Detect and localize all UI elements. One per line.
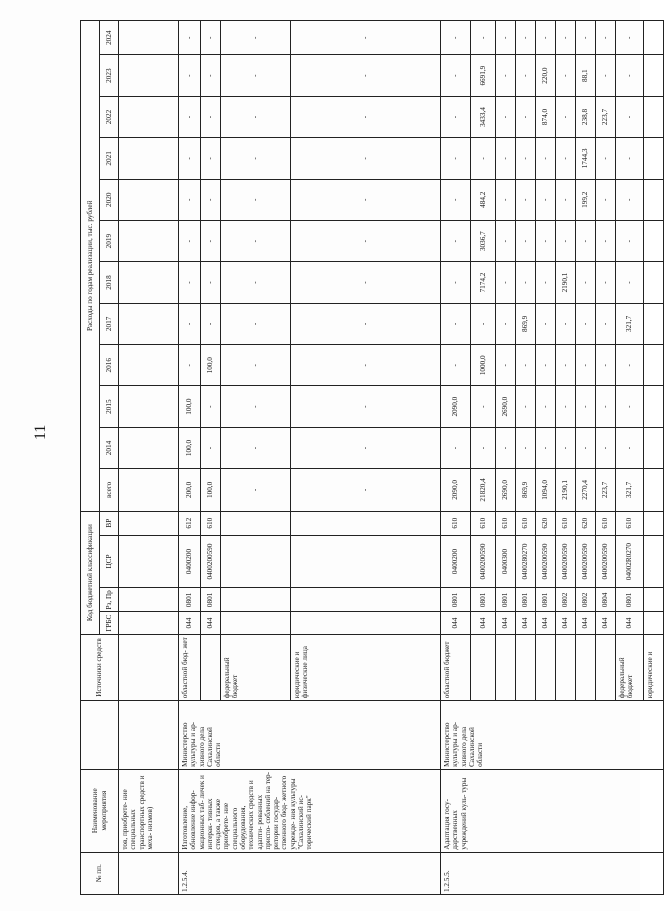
year-value-cell: -: [596, 303, 616, 344]
year-value-cell: -: [441, 55, 471, 96]
total-cell: 1094,0: [536, 469, 556, 511]
header-2018: 2018: [100, 262, 119, 303]
rz-cell: 0804: [596, 588, 616, 612]
year-value-cell: -: [616, 55, 644, 96]
year-value-cell: -: [536, 262, 556, 303]
year-value-cell: -: [576, 303, 596, 344]
grbs-cell: 044: [556, 612, 576, 634]
csr-cell: 0400200590: [576, 535, 596, 587]
year-value-cell: -: [596, 345, 616, 386]
year-value-cell: -: [596, 55, 616, 96]
grbs-cell: [221, 612, 291, 634]
year-value-cell: [644, 21, 664, 55]
year-value-cell: 223,7: [596, 96, 616, 137]
rz-cell: 0801: [471, 588, 496, 612]
rz-cell: [644, 588, 664, 612]
year-value-cell: -: [496, 138, 516, 179]
year-value-cell: -: [441, 96, 471, 137]
vr-cell: 620: [536, 511, 556, 535]
year-value-cell: -: [516, 262, 536, 303]
rotated-table-wrapper: [80, 20, 654, 895]
header-total: всего: [100, 469, 119, 511]
source-cell: [556, 634, 576, 701]
item-name: Адаптация госу- дарственных учреждений куль- туры: [441, 769, 664, 852]
header-executor: [81, 701, 119, 770]
csr-cell: 0400280270: [516, 535, 536, 587]
year-value-cell: -: [201, 303, 221, 344]
year-value-cell: -: [616, 345, 644, 386]
year-value-cell: -: [441, 262, 471, 303]
year-value-cell: -: [576, 262, 596, 303]
year-value-cell: -: [471, 427, 496, 468]
year-value-cell: -: [471, 138, 496, 179]
header-vr: ВР: [100, 511, 119, 535]
year-value-cell: -: [179, 179, 201, 220]
total-cell: 200,0: [179, 469, 201, 511]
year-value-cell: 1000,0: [471, 345, 496, 386]
year-value-cell: -: [471, 303, 496, 344]
rz-cell: 0801: [536, 588, 556, 612]
year-value-cell: 2090,0: [441, 386, 471, 427]
year-value-cell: -: [221, 179, 291, 220]
year-value-cell: -: [221, 427, 291, 468]
year-value-cell: -: [179, 21, 201, 55]
year-value-cell: -: [616, 179, 644, 220]
year-value-cell: -: [596, 262, 616, 303]
year-value-cell: -: [616, 96, 644, 137]
year-value-cell: [644, 427, 664, 468]
vr-cell: [291, 511, 441, 535]
year-value-cell: -: [556, 220, 576, 261]
year-value-cell: -: [616, 138, 644, 179]
total-cell: 2190,1: [556, 469, 576, 511]
year-value-cell: 874,0: [536, 96, 556, 137]
vr-cell: 610: [441, 511, 471, 535]
vr-cell: 610: [596, 511, 616, 535]
header-no: № пп.: [81, 852, 119, 894]
header-name: Наименование мероприятия: [81, 769, 119, 852]
total-cell: 223,7: [596, 469, 616, 511]
year-value-cell: 220,0: [536, 55, 556, 96]
year-value-cell: -: [441, 220, 471, 261]
year-value-cell: -: [291, 220, 441, 261]
year-value-cell: [644, 55, 664, 96]
total-cell: 321,7: [616, 469, 644, 511]
year-value-cell: [644, 96, 664, 137]
header-2022: 2022: [100, 96, 119, 137]
header-source: Источники средств: [81, 634, 119, 701]
year-value-cell: -: [516, 138, 536, 179]
year-value-cell: -: [516, 21, 536, 55]
year-value-cell: 6691,9: [471, 55, 496, 96]
rz-cell: 0801: [516, 588, 536, 612]
year-value-cell: -: [556, 345, 576, 386]
year-value-cell: 100,0: [179, 386, 201, 427]
year-value-cell: -: [496, 179, 516, 220]
year-value-cell: -: [596, 179, 616, 220]
year-value-cell: [644, 345, 664, 386]
year-value-cell: -: [471, 21, 496, 55]
header-2020: 2020: [100, 179, 119, 220]
year-value-cell: -: [201, 96, 221, 137]
header-grbs: ГРБС: [100, 612, 119, 634]
year-value-cell: -: [291, 345, 441, 386]
header-2015: 2015: [100, 386, 119, 427]
csr-cell: [221, 535, 291, 587]
year-value-cell: -: [556, 386, 576, 427]
header-2023: 2023: [100, 55, 119, 96]
source-cell: [536, 634, 556, 701]
year-value-cell: -: [201, 138, 221, 179]
year-value-cell: -: [616, 262, 644, 303]
header-2024: 2024: [100, 21, 119, 55]
grbs-cell: 044: [441, 612, 471, 634]
year-value-cell: -: [496, 427, 516, 468]
rz-cell: 0801: [496, 588, 516, 612]
csr-cell: 0400200590: [556, 535, 576, 587]
year-value-cell: -: [201, 262, 221, 303]
year-value-cell: -: [291, 55, 441, 96]
year-value-cell: -: [441, 303, 471, 344]
header-2021: 2021: [100, 138, 119, 179]
header-2019: 2019: [100, 220, 119, 261]
item-number: 1.2.5.5.: [441, 852, 664, 894]
year-value-cell: -: [179, 55, 201, 96]
year-value-cell: -: [576, 220, 596, 261]
year-value-cell: -: [496, 262, 516, 303]
header-expenses-group: Расходы по годам реализации, тыс. рублей: [81, 21, 100, 512]
year-value-cell: -: [496, 345, 516, 386]
year-value-cell: [644, 179, 664, 220]
year-value-cell: -: [201, 220, 221, 261]
year-value-cell: 100,0: [201, 345, 221, 386]
year-value-cell: [644, 303, 664, 344]
year-value-cell: -: [291, 138, 441, 179]
year-value-cell: -: [291, 386, 441, 427]
total-cell: 2690,0: [496, 469, 516, 511]
total-cell: 21820,4: [471, 469, 496, 511]
header-2014: 2014: [100, 427, 119, 468]
source-cell: [576, 634, 596, 701]
year-value-cell: -: [536, 220, 556, 261]
csr-cell: 04002R0270: [616, 535, 644, 587]
table-row: [441, 21, 471, 895]
total-cell: 2270,4: [576, 469, 596, 511]
carry-over-name: тов, приобрете- ние специальных транспортных средств и меха- низмов): [119, 769, 179, 852]
year-value-cell: -: [291, 262, 441, 303]
year-value-cell: -: [221, 55, 291, 96]
year-value-cell: -: [441, 427, 471, 468]
grbs-cell: [291, 612, 441, 634]
year-value-cell: -: [201, 386, 221, 427]
grbs-cell: 044: [516, 612, 536, 634]
header-csr: ЦСР: [100, 535, 119, 587]
year-value-cell: -: [616, 220, 644, 261]
year-value-cell: 199,2: [576, 179, 596, 220]
csr-cell: [291, 535, 441, 587]
year-value-cell: 238,8: [576, 96, 596, 137]
year-value-cell: -: [556, 55, 576, 96]
year-value-cell: -: [179, 345, 201, 386]
source-cell: федеральный бюджет: [616, 634, 644, 701]
item-name: Изготовление, обновление инфор- мационных таб- личек и интерак- тивных стендов, а также приобрете- ние специального оборудования, технических средств и адапти- рованных приспо- соблений на тер- ритории государ- ственного бюд- жетного учрежде- ния культуры "Сахалинский ис- торический парк": [179, 769, 441, 852]
vr-cell: 620: [576, 511, 596, 535]
year-value-cell: -: [516, 386, 536, 427]
year-value-cell: -: [441, 179, 471, 220]
year-value-cell: [644, 262, 664, 303]
vr-cell: [221, 511, 291, 535]
rz-cell: 0802: [576, 588, 596, 612]
source-cell: [201, 634, 221, 701]
csr-cell: 0400200: [441, 535, 471, 587]
year-value-cell: -: [441, 345, 471, 386]
year-value-cell: -: [596, 220, 616, 261]
year-value-cell: -: [536, 138, 556, 179]
year-value-cell: -: [516, 96, 536, 137]
year-value-cell: -: [616, 21, 644, 55]
year-value-cell: -: [536, 386, 556, 427]
year-value-cell: -: [179, 96, 201, 137]
year-value-cell: -: [576, 21, 596, 55]
year-value-cell: [644, 138, 664, 179]
year-value-cell: [644, 220, 664, 261]
year-value-cell: -: [221, 96, 291, 137]
year-value-cell: -: [576, 386, 596, 427]
year-value-cell: -: [471, 386, 496, 427]
table-row: [179, 21, 201, 895]
year-value-cell: -: [516, 179, 536, 220]
year-value-cell: 100,0: [179, 427, 201, 468]
header-2016: 2016: [100, 345, 119, 386]
csr-cell: 0400300: [496, 535, 516, 587]
csr-cell: 0400200: [179, 535, 201, 587]
year-value-cell: -: [291, 21, 441, 55]
vr-cell: 610: [471, 511, 496, 535]
csr-cell: 0400200590: [536, 535, 556, 587]
year-value-cell: 2690,0: [496, 386, 516, 427]
vr-cell: 612: [179, 511, 201, 535]
year-value-cell: -: [516, 220, 536, 261]
rz-cell: [291, 588, 441, 612]
vr-cell: 610: [496, 511, 516, 535]
source-cell: [596, 634, 616, 701]
year-value-cell: -: [201, 55, 221, 96]
year-value-cell: -: [616, 386, 644, 427]
year-value-cell: -: [556, 21, 576, 55]
year-value-cell: -: [516, 55, 536, 96]
year-value-cell: -: [496, 21, 516, 55]
year-value-cell: -: [536, 303, 556, 344]
grbs-cell: [644, 612, 664, 634]
year-value-cell: -: [291, 303, 441, 344]
year-value-cell: -: [179, 262, 201, 303]
year-value-cell: -: [221, 262, 291, 303]
grbs-cell: 044: [201, 612, 221, 634]
year-value-cell: -: [556, 138, 576, 179]
total-cell: 869,9: [516, 469, 536, 511]
item-executor: Министерство культуры и ар- хивного дела Сахалинской области: [179, 701, 441, 770]
table-body: [119, 21, 664, 895]
year-value-cell: 7174,2: [471, 262, 496, 303]
rz-cell: 0802: [556, 588, 576, 612]
csr-cell: 0400200590: [596, 535, 616, 587]
year-value-cell: 3036,7: [471, 220, 496, 261]
year-value-cell: -: [596, 386, 616, 427]
year-value-cell: -: [496, 303, 516, 344]
year-value-cell: -: [596, 21, 616, 55]
year-value-cell: -: [179, 303, 201, 344]
year-value-cell: -: [556, 96, 576, 137]
header-2017: 2017: [100, 303, 119, 344]
year-value-cell: -: [221, 220, 291, 261]
year-value-cell: -: [201, 179, 221, 220]
source-cell: областной бюджет: [441, 634, 471, 701]
vr-cell: 610: [516, 511, 536, 535]
vr-cell: 610: [556, 511, 576, 535]
total-cell: -: [221, 469, 291, 511]
year-value-cell: -: [291, 179, 441, 220]
year-value-cell: -: [576, 427, 596, 468]
year-value-cell: -: [441, 138, 471, 179]
rz-cell: 0801: [441, 588, 471, 612]
year-value-cell: 869,9: [516, 303, 536, 344]
year-value-cell: -: [536, 427, 556, 468]
total-cell: 2090,0: [441, 469, 471, 511]
year-value-cell: 3433,4: [471, 96, 496, 137]
source-cell: юридические и: [644, 634, 664, 701]
grbs-cell: 044: [576, 612, 596, 634]
year-value-cell: -: [576, 345, 596, 386]
source-cell: [516, 634, 536, 701]
year-value-cell: -: [516, 345, 536, 386]
year-value-cell: -: [556, 179, 576, 220]
year-value-cell: -: [221, 386, 291, 427]
year-value-cell: -: [441, 21, 471, 55]
header-rz: Рз, Пр: [100, 588, 119, 612]
year-value-cell: 88,1: [576, 55, 596, 96]
year-value-cell: -: [496, 220, 516, 261]
year-value-cell: -: [496, 55, 516, 96]
year-value-cell: -: [201, 21, 221, 55]
vr-cell: 610: [201, 511, 221, 535]
year-value-cell: -: [596, 427, 616, 468]
source-cell: [471, 634, 496, 701]
vr-cell: 610: [616, 511, 644, 535]
year-value-cell: -: [221, 21, 291, 55]
item-executor: Министерство культуры и ар- хивного дела Сахалинской области: [441, 701, 664, 770]
rz-cell: [221, 588, 291, 612]
page-number: 11: [32, 424, 49, 440]
rz-cell: 0801: [179, 588, 201, 612]
source-cell: федеральный бюджет: [221, 634, 291, 701]
year-value-cell: 321,7: [616, 303, 644, 344]
year-value-cell: -: [221, 303, 291, 344]
grbs-cell: 044: [616, 612, 644, 634]
csr-cell: 0400200590: [201, 535, 221, 587]
grbs-cell: 044: [179, 612, 201, 634]
budget-table: [80, 20, 664, 895]
total-cell: 100,0: [201, 469, 221, 511]
csr-cell: [644, 535, 664, 587]
total-cell: [644, 469, 664, 511]
year-value-cell: 484,2: [471, 179, 496, 220]
year-value-cell: 2190,1: [556, 262, 576, 303]
table-row: [119, 21, 179, 895]
source-cell: [496, 634, 516, 701]
year-value-cell: -: [221, 345, 291, 386]
year-value-cell: [644, 386, 664, 427]
grbs-cell: 044: [471, 612, 496, 634]
year-value-cell: -: [616, 427, 644, 468]
year-value-cell: -: [496, 96, 516, 137]
grbs-cell: 044: [596, 612, 616, 634]
year-value-cell: -: [179, 138, 201, 179]
year-value-cell: -: [556, 303, 576, 344]
grbs-cell: 044: [536, 612, 556, 634]
vr-cell: [644, 511, 664, 535]
rz-cell: 0801: [201, 588, 221, 612]
year-value-cell: -: [536, 179, 556, 220]
year-value-cell: -: [556, 427, 576, 468]
source-cell: областной бюд- жет: [179, 634, 201, 701]
year-value-cell: -: [536, 21, 556, 55]
year-value-cell: -: [536, 345, 556, 386]
year-value-cell: -: [221, 138, 291, 179]
year-value-cell: -: [291, 96, 441, 137]
total-cell: -: [291, 469, 441, 511]
source-cell: юридические и физические лица: [291, 634, 441, 701]
year-value-cell: -: [201, 427, 221, 468]
csr-cell: 0400200590: [471, 535, 496, 587]
item-number: 1.2.5.4.: [179, 852, 441, 894]
rz-cell: 0801: [616, 588, 644, 612]
grbs-cell: 044: [496, 612, 516, 634]
year-value-cell: 1744,3: [576, 138, 596, 179]
year-value-cell: -: [516, 427, 536, 468]
year-value-cell: -: [291, 427, 441, 468]
header-code-group: Код бюджетной классификации: [81, 511, 100, 634]
year-value-cell: -: [179, 220, 201, 261]
year-value-cell: -: [596, 138, 616, 179]
